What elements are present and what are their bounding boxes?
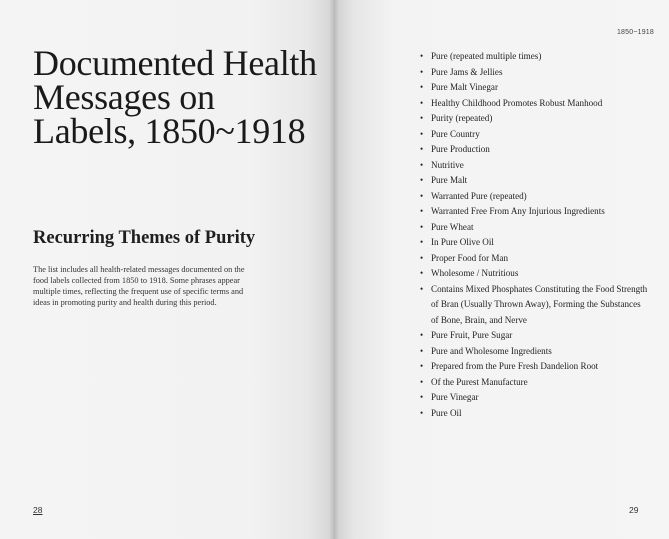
list-item: • Contains Mixed Phosphates Constituting the Food Strength of Bran (Usually Thrown Away), Forming the Substances of Bone, Brain, and Nerve <box>420 282 650 329</box>
right-page <box>334 0 669 539</box>
list-item: • Nutritive <box>420 158 650 174</box>
list-item: • Warranted Pure (repeated) <box>420 189 650 205</box>
list-item: • In Pure Olive Oil <box>420 235 650 251</box>
list-item: • Healthy Childhood Promotes Robust Manhood <box>420 96 650 112</box>
list-item: • Wholesome / Nutritious <box>420 266 650 282</box>
health-messages-list <box>420 49 650 421</box>
list-item: • Warranted Free From Any Injurious Ingredients <box>420 204 650 220</box>
list-item: • Proper Food for Man <box>420 251 650 267</box>
right-page-number: 29 <box>629 505 639 515</box>
list-item: • Of the Purest Manufacture <box>420 375 650 391</box>
book-gutter-shadow <box>329 0 339 539</box>
list-item: • Pure Fruit, Pure Sugar <box>420 328 650 344</box>
intro-paragraph: The list includes all health-related messages documented on the food labels collected from 1850 to 1918. Some phrases appear multiple times, reflecting the frequent use of specific terms and ideas in promoting purity and health during this period. <box>33 265 245 307</box>
list-item: • Pure and Wholesome Ingredients <box>420 344 650 360</box>
list-item: • Pure Jams & Jellies <box>420 65 650 81</box>
left-page-number: 28 <box>33 505 43 515</box>
list-item: • Pure Vinegar <box>420 390 650 406</box>
list-item: • Purity (repeated) <box>420 111 650 127</box>
left-page <box>0 0 334 539</box>
page-subtitle: Recurring Themes of Purity <box>33 228 256 248</box>
list-item: • Pure Country <box>420 127 650 143</box>
list-item: • Prepared from the Pure Fresh Dandelion Root <box>420 359 650 375</box>
list-item: • Pure Malt <box>420 173 650 189</box>
list-item: • Pure Oil <box>420 406 650 422</box>
list-item: • Pure Malt Vinegar <box>420 80 650 96</box>
page-title: Documented Health Messages on Labels, 1850~1918 <box>33 43 317 151</box>
list-item: • Pure Production <box>420 142 650 158</box>
list-item: • Pure Wheat <box>420 220 650 236</box>
list-item: • Pure (repeated multiple times) <box>420 49 650 65</box>
running-header: 1850~1918 <box>616 29 654 36</box>
